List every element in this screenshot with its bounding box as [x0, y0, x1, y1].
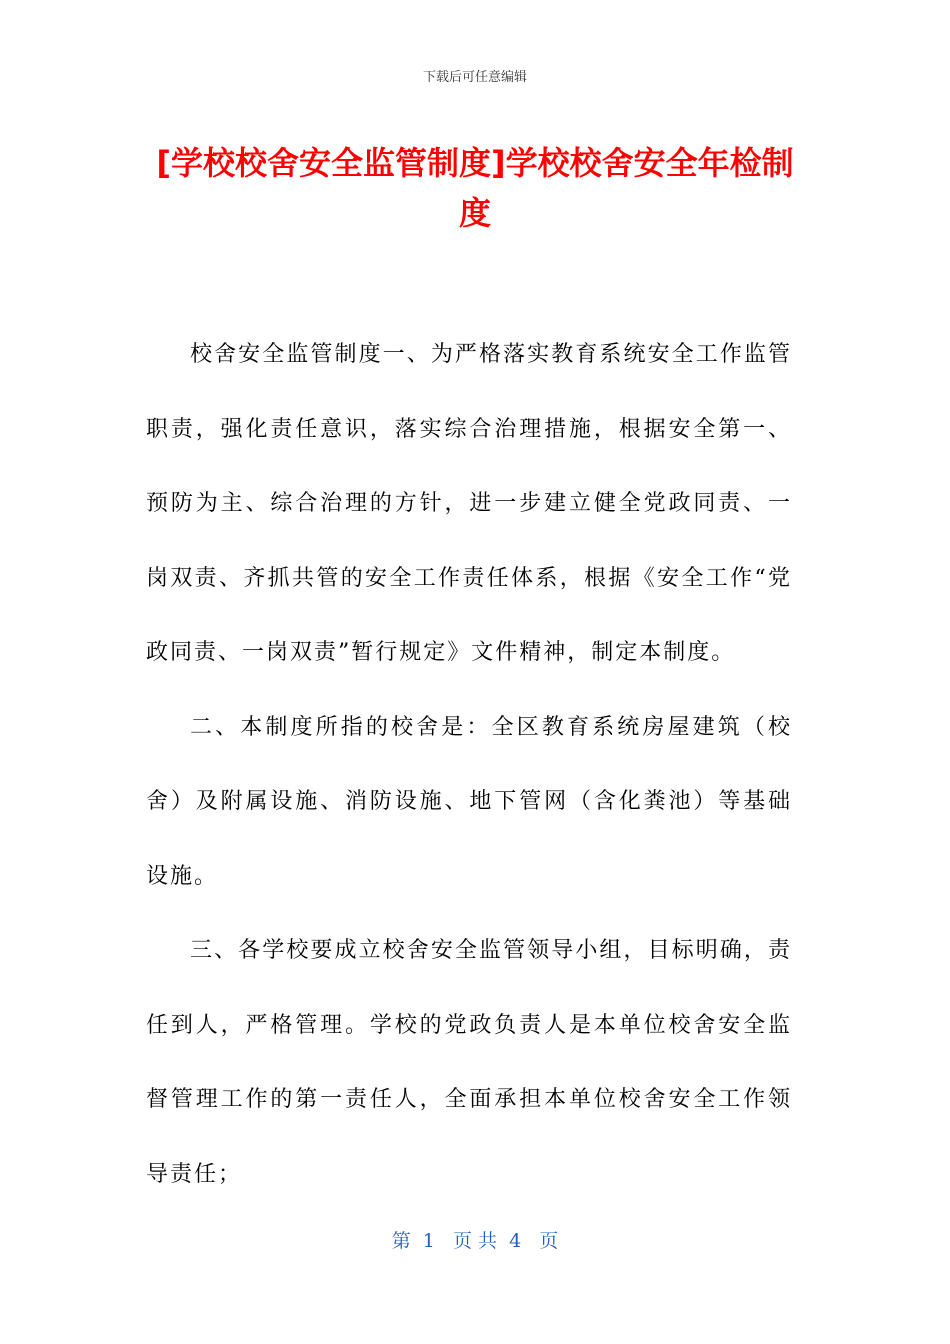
- header-note: 下载后可任意编辑: [422, 70, 527, 85]
- paragraph-3: 三、各学校要成立校舍安全监管领导小组，目标明确，责任到人，严格管理。学校的党政负责人是本单位校舍安全监督管理工作的第一责任人，全面承担本单位校舍安全工作领导责任；: [146, 938, 792, 1187]
- page-number: 第 1 页 共 4 页: [391, 1230, 559, 1252]
- paragraph-2: 二、本制度所指的校舍是：全区教育系统房屋建筑（校舍）及附属设施、消防设施、地下管网（含化粪池）等基础设施。: [146, 714, 792, 889]
- document-title: [学校校舍安全监管制度]学校校舍安全年检制度: [156, 144, 794, 232]
- paragraph-1: 校舍安全监管制度一、为严格落实教育系统安全工作监管职责，强化责任意识，落实综合治理措施，根据安全第一、预防为主、综合治理的方针，进一步建立健全党政同责、一岗双责、齐抓共管的安全工作责任体系，根据《安全工作“党政同责、一岗双责”暂行规定》文件精神，制定本制度。: [146, 342, 792, 665]
- document-body: [146, 318, 792, 1212]
